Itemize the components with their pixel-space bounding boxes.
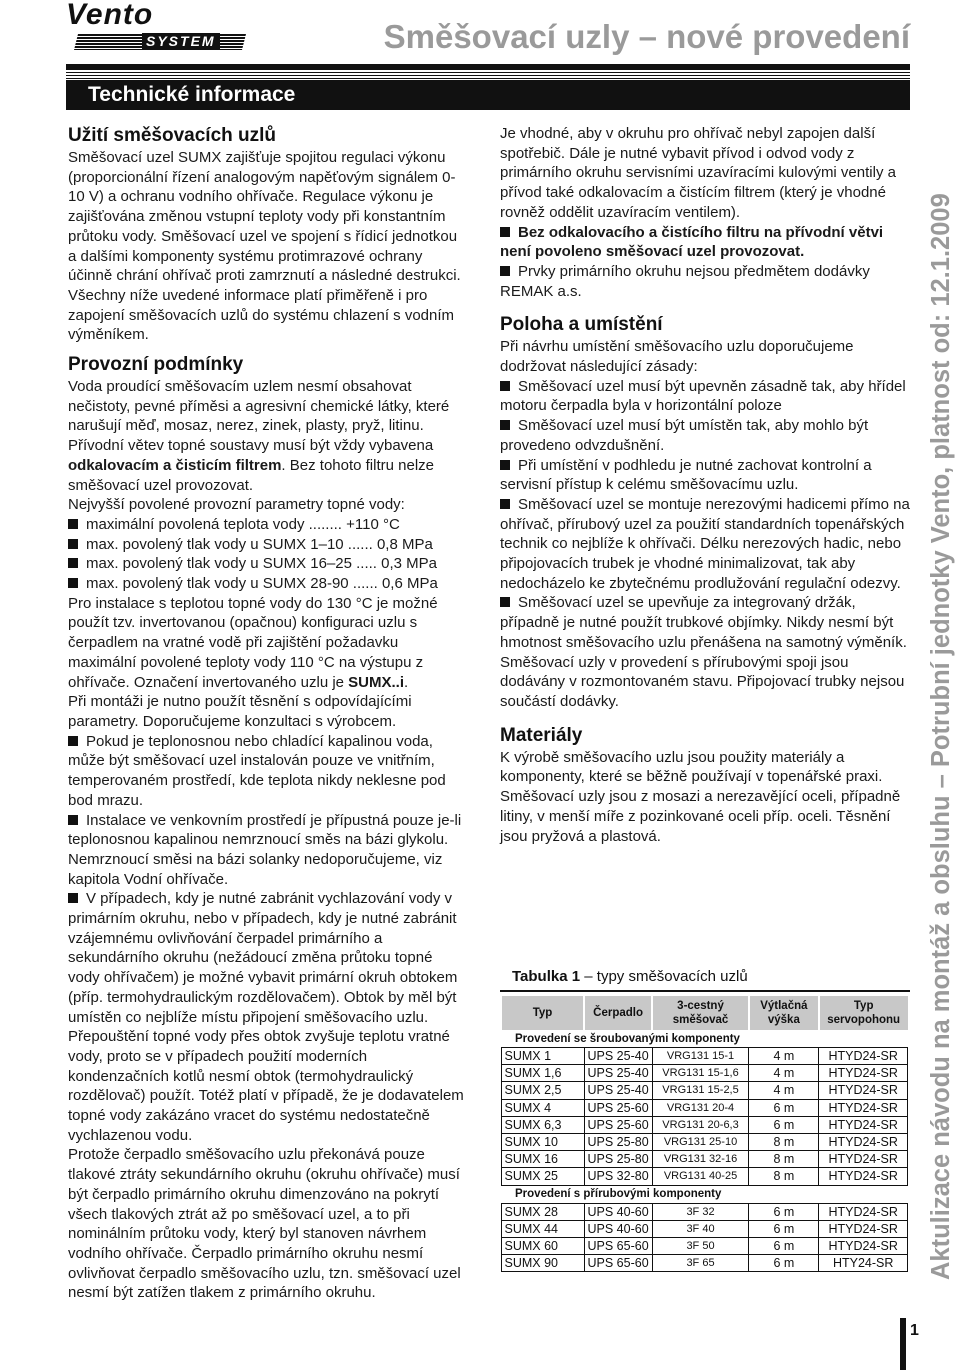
- table-cell: 3F 32: [652, 1203, 749, 1220]
- page-title: Směšovací uzly – nové provedení: [383, 18, 910, 55]
- inverted-text: Pro instalace s teplotou topné vody do 130 °C je možné použít tzv. invertovanou (opačnou) konfiguraci uzlu s čerpadlem na vratné vodě při zajištění požadavku maximální povolené teploty vody 110 °C na výstupu z ohřívače. Označení invertovaného uzlu je: [68, 594, 438, 691]
- bullet-icon: [500, 597, 510, 607]
- table-cell: UPS 32-80: [584, 1168, 652, 1185]
- table-cell: UPS 25-60: [584, 1099, 652, 1116]
- col-header-head: Výtlačná výška: [749, 996, 819, 1030]
- conditions-end: . Bez tohoto filtru nelze směšovací uzel provozovat.: [68, 456, 435, 494]
- table-cell: SUMX 2,5: [501, 1082, 584, 1099]
- table-row: [501, 1082, 908, 1099]
- right-column: [500, 124, 910, 846]
- param-item: [68, 515, 468, 535]
- table-cell: 3F 65: [652, 1255, 749, 1272]
- table-cell: SUMX 90: [501, 1255, 584, 1272]
- paragraph-use: Směšovací uzel SUMX zajišťuje spojitou regulaci výkonu (proporcionální řízení analogovým napěťovým signálem 0-10 V) a ochranu vodního ohřívače. Regulace výkonu je zajišťována změnou vstupní teploty vody při konstantním průtoku vody. Směšovací uzel ve spojení s řídicí jednotkou a dalšími komponenty systému protimrazové ochrany účinně chrání ohřívač proti zamrznutí a následné destrukci. Všechny níže uvedené informace platí přiměřeně i pro zapojení směšovacích uzlů do systému chlazení s vodním výměníkem.: [68, 149, 461, 344]
- table-cell: UPS 65-60: [584, 1255, 652, 1272]
- bullet-icon: [500, 420, 510, 430]
- paragraph-inverted: [68, 594, 468, 693]
- bullet-icon: [68, 558, 78, 568]
- table-group-label: Provedení se šroubovanými komponenty: [515, 1032, 740, 1045]
- table-section: [500, 966, 910, 1272]
- table-group-row: [501, 1030, 908, 1048]
- conditions-text: Voda proudící směšovacím uzlem nesmí obsahovat nečistoty, pevné příměsi a agresivní chemické látky, které narušují měď, mosaz, nerez, zinek, plasty, pryž, litinu. Přívodní větev topné soustavy musí být vždy vybavena: [68, 378, 450, 455]
- paragraph-materials: K výrobě směšovacího uzlu jsou použity materiály a komponenty, které se běžně používají v topenářské praxi. Směšovací uzly jsou z mosazi a nerezavějící oceli, případně litiny, v menší míře z pozinkované oceli příp. oceli. Těsnění jsou pryžová a plastová.: [500, 748, 901, 845]
- table-cell: VRG131 32-16: [652, 1151, 749, 1168]
- bullet-icon: [68, 578, 78, 588]
- table-cell: HTYD24-SR: [819, 1065, 908, 1082]
- table-cell: VRG131 20-6,3: [652, 1116, 749, 1133]
- table-cell: SUMX 1,6: [501, 1065, 584, 1082]
- table-cell: UPS 25-80: [584, 1133, 652, 1150]
- table-cell: 4 m: [749, 1065, 819, 1082]
- table-cell: SUMX 10: [501, 1133, 584, 1150]
- page-number: 1: [910, 1322, 919, 1339]
- table-cell: 3F 40: [652, 1220, 749, 1237]
- table-cell: 6 m: [749, 1203, 819, 1220]
- bullet-icon: [68, 893, 78, 903]
- position-item: [500, 377, 910, 416]
- position-text: Při umístění v podhledu je nutné zachovat kontrolní a servisní přístup k celému směšovacímu uzlu.: [500, 456, 872, 494]
- table-cell: HTYD24-SR: [819, 1082, 908, 1099]
- table-row: [501, 1168, 908, 1185]
- bullet-icon: [500, 460, 510, 470]
- table-cell: HTY24-SR: [819, 1255, 908, 1272]
- table-cell: 6 m: [749, 1255, 819, 1272]
- param-item: [68, 535, 468, 555]
- param-text: max. povolený tlak vody u SUMX 16–25 ..... 0,3 MPa: [86, 555, 438, 573]
- param-text: max. povolený tlak vody u SUMX 28-90 ...... 0,6 MPa: [86, 575, 438, 593]
- heading-position: Poloha a umístění: [500, 314, 663, 336]
- heading-use: Užití směšovacích uzlů: [68, 125, 277, 146]
- heading-materials: Materiály: [500, 724, 583, 746]
- bullet-filter: [500, 223, 910, 262]
- left-column: [68, 124, 468, 1303]
- mixing-units-table: [500, 996, 908, 1272]
- table-row: [501, 1203, 908, 1220]
- table-cell: UPS 25-80: [584, 1151, 652, 1168]
- bullet-icon: [500, 381, 510, 391]
- bullet-icon: [68, 539, 78, 549]
- table-cell: SUMX 1: [501, 1048, 584, 1065]
- table-body: [501, 1030, 908, 1272]
- bullet-bypass: [68, 889, 468, 1145]
- table-cell: 8 m: [749, 1168, 819, 1185]
- table-row: [501, 1048, 908, 1065]
- table-cell: HTYD24-SR: [819, 1116, 908, 1133]
- section-banner-title: Technické informace: [88, 83, 296, 106]
- paragraph-conditions: [68, 377, 468, 495]
- bullet-icon: [68, 736, 78, 746]
- paragraph-flange: Směšovací uzly v provedení s přírubovými spoji jsou dodávány v rozmontovaném stavu. Připojovací trubky nejsou součástí dodávky.: [500, 653, 905, 710]
- table-cell: VRG131 40-25: [652, 1168, 749, 1185]
- table-cell: HTYD24-SR: [819, 1099, 908, 1116]
- table-group-label: Provedení s přírubovými komponenty: [515, 1188, 722, 1200]
- bullet-outdoor: [68, 811, 468, 890]
- bullet-icon: [500, 266, 510, 276]
- position-text: Směšovací uzel musí být umístěn tak, aby mohlo být provedeno odvzdušnění.: [500, 417, 869, 454]
- col-header-pump: Čerpadlo: [584, 996, 652, 1030]
- inverted-code: SUMX..i: [348, 673, 405, 691]
- table-cell: HTYD24-SR: [819, 1220, 908, 1237]
- table-cell: HTYD24-SR: [819, 1168, 908, 1185]
- heading-operating-conditions: Provozní podmínky: [68, 354, 244, 376]
- inverted-end: .: [404, 673, 409, 691]
- table-row: [501, 1065, 908, 1082]
- vento-logo: [66, 0, 244, 52]
- side-validity-text: Aktulizace návodu na montáž a obsluhu – Potrubní jednotky Vento, platnost od: 12.1.2009: [927, 193, 955, 1280]
- paragraph-continuation: Je vhodné, aby v okruhu pro ohřívač nebyl zapojen další spotřebič. Dále je nutné vybavit přívod i odvod vody z primárního okruhu servisními uzavíracími kulovými ventily a přívod také odkalovacím a čistícím filtrem (který je vhodné rovněž oddělit uzavíracím ventilem).: [500, 125, 896, 221]
- param-text: maximální povolená teplota vody ........ +110 °C: [86, 515, 400, 533]
- bullet-remak: [500, 262, 910, 301]
- table-cell: HTYD24-SR: [819, 1151, 908, 1168]
- param-item: [68, 554, 468, 574]
- table-cell: HTYD24-SR: [819, 1237, 908, 1254]
- bullet-icon: [500, 227, 510, 237]
- table-title: [500, 966, 910, 988]
- col-header-actuator: Typ servopohonu: [819, 996, 908, 1030]
- logo-system-label: SYSTEM: [142, 33, 220, 50]
- table-cell: 8 m: [749, 1133, 819, 1150]
- table-cell: 4 m: [749, 1082, 819, 1099]
- table-cell: 3F 50: [652, 1237, 749, 1254]
- table-row: [501, 1255, 908, 1272]
- table-cell: SUMX 28: [501, 1203, 584, 1220]
- page-marker: [900, 1318, 906, 1370]
- table-caption: – typy směšovacích uzlů: [580, 968, 748, 985]
- table-cell: HTYD24-SR: [819, 1133, 908, 1150]
- bullet-icon: [68, 815, 78, 825]
- paragraph-position: Při návrhu umístění směšovacího uzlu doporučujeme dodržovat následující zásady:: [500, 338, 854, 376]
- position-item: [500, 416, 910, 455]
- table-row: [501, 1099, 908, 1116]
- bullet-icon: [68, 519, 78, 529]
- table-cell: 8 m: [749, 1151, 819, 1168]
- header-stripes: [66, 70, 910, 80]
- table-cell: UPS 25-40: [584, 1082, 652, 1099]
- table-cell: VRG131 15-1,6: [652, 1065, 749, 1082]
- table-cell: SUMX 60: [501, 1237, 584, 1254]
- col-header-valve: 3-cestný směšovač: [652, 996, 749, 1030]
- table-number: Tabulka 1: [512, 968, 581, 985]
- bullet-icon: [500, 499, 510, 509]
- position-text: Směšovací uzel musí být upevněn zásadně tak, aby hřídel motoru čerpadla byla v horizontální poloze: [500, 377, 906, 415]
- table-cell: SUMX 16: [501, 1151, 584, 1168]
- table-cell: VRG131 20-4: [652, 1099, 749, 1116]
- param-text: max. povolený tlak vody u SUMX 1–10 ...... 0,8 MPa: [86, 535, 433, 553]
- bullet-remak-text: Prvky primárního okruhu nejsou předmětem dodávky REMAK a.s.: [500, 262, 870, 300]
- filter-emphasis: odkalovacím a čisticím filtrem: [68, 456, 282, 474]
- paragraph-pump: Protože čerpadlo směšovacího uzlu překonává pouze tlakové ztráty sekundárního okruhu (okruhu ohřívače) musí být čerpadlo primárního okruhu dimenzováno na pokrytí všech tlakových ztrát až po směšovací uzel, a to při nominálním průtoku vody, který byl stanoven návrhem vodního ohřívače. Čerpadlo primárního okruhu nesmí ovlivňovat čerpadlo směšovacího uzlu, tzn. směšovací uzel nesmí být zatížen tlakem z primárního okruhu.: [68, 1146, 461, 1302]
- table-cell: UPS 25-60: [584, 1116, 652, 1133]
- table-cell: SUMX 4: [501, 1099, 584, 1116]
- table-rule: [500, 990, 910, 992]
- table-row: [501, 1133, 908, 1150]
- bullet-bypass-text: V případech, kdy je nutné zabránit vychlazování vody v primárním okruhu, nebo v případech, kdy je nutné zabránit vzájemnému ovlivňování čerpadel primárního a sekundárního okruhu (nežádoucí změna průtoku topné vody ohřívačem) je možné vybavit primární okruh obtokem (příp. termohydraulickým rozdělovačem). Obtok by měl být umístěn co nejblíže místu připojení směšovacího uzlu. Přepouštění topné vody přes obtok zvyšuje teplotu vratné vody, proto se v případech použití moderních kondenzačních kotlů nesmí obtok (termohydraulický rozdělovač) použít. Totéž platí v případě, že je dodavatelem topné vody zakázáno vracet do systému nedostatečně vychlazenou vodu.: [68, 890, 464, 1144]
- table-header-row: [501, 996, 908, 1030]
- col-header-type: Typ: [501, 996, 584, 1030]
- paragraph-params: Nejvyšší povolené provozní parametry topné vody:: [68, 496, 405, 514]
- param-item: [68, 574, 468, 594]
- bullet-cold-text: Pokud je teplonosnou nebo chladící kapalinou voda, může být směšovací uzel instalován pouze ve vnitřním, temperovaném prostředí, kde teplota nikdy neklesne pod bod mrazu.: [68, 732, 446, 809]
- table-cell: 6 m: [749, 1116, 819, 1133]
- table-cell: SUMX 6,3: [501, 1116, 584, 1133]
- table-group-row: [501, 1185, 908, 1203]
- table-cell: SUMX 25: [501, 1168, 584, 1185]
- position-text: Směšovací uzel se upevňuje za integrovaný držák, případně je nutné použít trubkové objímky. Nikdy nesmí být hmotnost směšovacího uzlu přenášena na samotný výměník.: [500, 594, 907, 651]
- table-cell: 6 m: [749, 1237, 819, 1254]
- bullet-cold: [68, 732, 468, 811]
- table-row: [501, 1220, 908, 1237]
- table-row: [501, 1116, 908, 1133]
- table-cell: 4 m: [749, 1048, 819, 1065]
- table-cell: SUMX 44: [501, 1220, 584, 1237]
- position-text: Směšovací uzel se montuje nerezovými hadicemi přímo na ohřívač, přírubový uzel za použití standardních topenářských technik co nejblíže k ohřívači. Délku nerezových hadic, nebo připojovacích trubek je vhodné minimalizovat, tak aby nedocházelo ke zbytečnému prodlužování regulační odezvy.: [500, 495, 910, 592]
- position-item: [500, 456, 910, 495]
- table-cell: UPS 40-60: [584, 1220, 652, 1237]
- table-cell: 6 m: [749, 1220, 819, 1237]
- table-row: [501, 1151, 908, 1168]
- bullet-filter-text: Bez odkalovacího a čistícího filtru na přívodní větvi není povoleno směšovací uzel provozovat.: [500, 223, 884, 261]
- position-item: [500, 495, 910, 594]
- table-row: [501, 1237, 908, 1254]
- logo-wordmark: Vento: [66, 0, 154, 31]
- position-item: [500, 593, 910, 652]
- table-cell: VRG131 25-10: [652, 1133, 749, 1150]
- table-cell: VRG131 15-2,5: [652, 1082, 749, 1099]
- section-banner: [66, 80, 910, 110]
- table-cell: 6 m: [749, 1099, 819, 1116]
- table-cell: UPS 40-60: [584, 1203, 652, 1220]
- table-cell: UPS 25-40: [584, 1048, 652, 1065]
- bullet-outdoor-text: Instalace ve venkovním prostředí je přípustná pouze je-li teplonosnou kapalinou nemrznoucí směs na bázi glykolu. Nemrznoucí směsi na bázi solanky nedoporučujeme, viz kapitola Vodní ohřívače.: [68, 811, 462, 888]
- table-cell: HTYD24-SR: [819, 1048, 908, 1065]
- table-cell: UPS 25-40: [584, 1065, 652, 1082]
- table-cell: VRG131 15-1: [652, 1048, 749, 1065]
- table-cell: HTYD24-SR: [819, 1203, 908, 1220]
- paragraph-seal: Při montáži je nutno použít těsnění s odpovídajícími parametry. Doporučujeme konzultaci s výrobcem.: [68, 693, 412, 730]
- table-cell: UPS 65-60: [584, 1237, 652, 1254]
